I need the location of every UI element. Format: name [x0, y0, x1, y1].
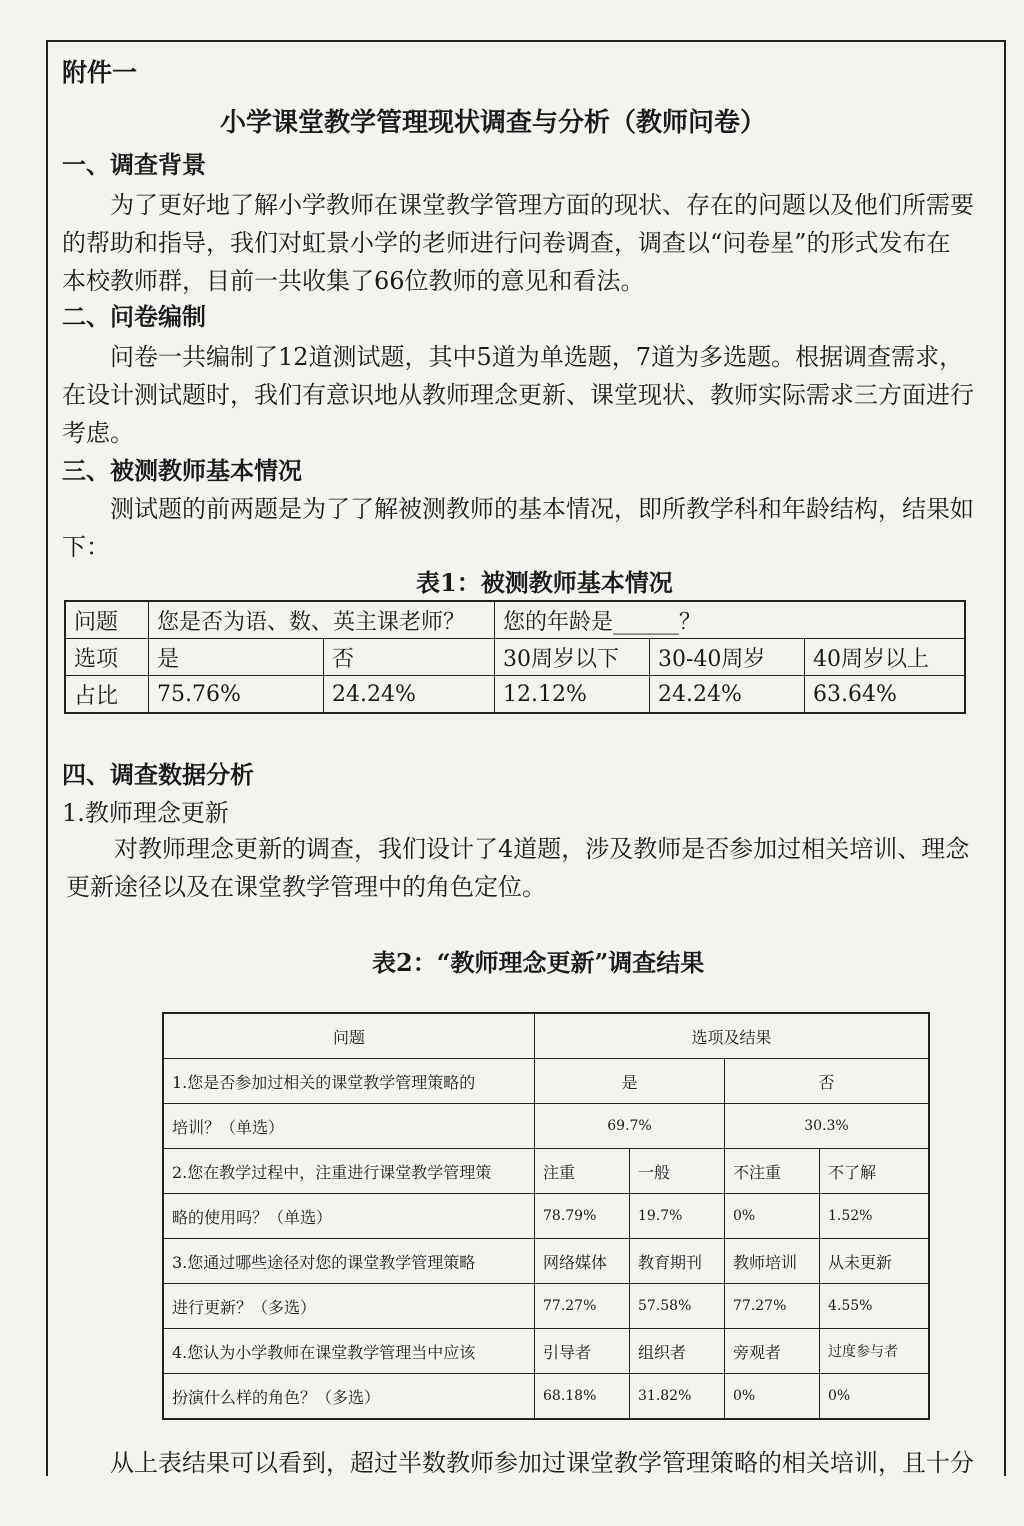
table-row	[163, 1329, 929, 1374]
table-cell: 从未更新	[820, 1239, 930, 1284]
table-cell: 0%	[820, 1374, 930, 1420]
paragraph-line: 对教师理念更新的调查，我们设计了4道题，涉及教师是否参加过相关培训、理念	[114, 835, 970, 863]
table-cell: 教育期刊	[630, 1239, 725, 1284]
paragraph-line: 更新途径以及在课堂教学管理中的角色定位。	[66, 873, 546, 901]
table-cell: 57.58%	[630, 1284, 725, 1329]
table-cell: 否	[324, 639, 495, 676]
table-cell: 扮演什么样的角色？（多选）	[163, 1374, 535, 1420]
table-row	[163, 1104, 929, 1149]
paragraph-line: 从上表结果可以看到，超过半数教师参加过课堂教学管理策略的相关培训，且十分	[110, 1449, 974, 1477]
table-cell: 引导者	[535, 1329, 630, 1374]
section-heading-questionnaire: 二、问卷编制	[62, 302, 206, 331]
table-cell: 68.18%	[535, 1374, 630, 1420]
paragraph-line: 为了更好地了解小学教师在课堂教学管理方面的现状、存在的问题以及他们所需要	[110, 191, 974, 219]
paragraph-line: 本校教师群，目前一共收集了66位教师的意见和看法。	[62, 267, 645, 295]
paragraph-line: 问卷一共编制了12道测试题，其中5道为单选题，7道为多选题。根据调查需求，	[110, 343, 964, 371]
table-row	[163, 1239, 929, 1284]
table-header-cell: 问题	[163, 1013, 535, 1059]
table-cell: 不注重	[725, 1149, 820, 1194]
table-cell: 2.您在教学过程中，注重进行课堂教学管理策	[163, 1149, 535, 1194]
table-cell: 24.24%	[650, 676, 805, 714]
paragraph-line: 在设计测试题时，我们有意识地从教师理念更新、课堂现状、教师实际需求三方面进行	[62, 381, 974, 409]
table-cell: 0%	[725, 1194, 820, 1239]
section-heading-teachers: 三、被测教师基本情况	[62, 456, 302, 485]
table-cell: 0%	[725, 1374, 820, 1420]
table-cell: 是	[149, 639, 324, 676]
table-cell: 组织者	[630, 1329, 725, 1374]
table-cell: 63.64%	[805, 676, 966, 714]
table-row	[163, 1194, 929, 1239]
table-cell: 旁观者	[725, 1329, 820, 1374]
paragraph-line: 考虑。	[62, 419, 134, 447]
table-cell: 占比	[65, 676, 149, 714]
table-cell: 过度参与者	[820, 1329, 930, 1374]
table-row	[65, 601, 965, 639]
table-cell: 75.76%	[149, 676, 324, 714]
table-cell: 选项	[65, 639, 149, 676]
table-cell: 您是否为语、数、英主课老师？	[149, 601, 495, 639]
table-header-cell: 选项及结果	[535, 1013, 930, 1059]
table-cell: 77.27%	[535, 1284, 630, 1329]
table-cell: 培训？（单选）	[163, 1104, 535, 1149]
table-cell: 3.您通过哪些途径对您的课堂教学管理策略	[163, 1239, 535, 1284]
table-cell: 78.79%	[535, 1194, 630, 1239]
table-cell: 一般	[630, 1149, 725, 1194]
table2-caption: 表2：“教师理念更新”调查结果	[372, 948, 705, 977]
subsection-heading: 1.教师理念更新	[62, 799, 229, 827]
table-cell: 是	[535, 1059, 725, 1104]
table-cell: 12.12%	[495, 676, 650, 714]
document-title: 小学课堂教学管理现状调查与分析（教师问卷）	[220, 108, 767, 138]
table-cell: 30-40周岁	[650, 639, 805, 676]
table-cell: 您的年龄是______？	[495, 601, 966, 639]
table-cell: 网络媒体	[535, 1239, 630, 1284]
table-cell: 24.24%	[324, 676, 495, 714]
table-cell: 30.3%	[725, 1104, 930, 1149]
table-cell: 69.7%	[535, 1104, 725, 1149]
table-cell: 注重	[535, 1149, 630, 1194]
table-cell: 19.7%	[630, 1194, 725, 1239]
table-cell: 问题	[65, 601, 149, 639]
table-cell: 教师培训	[725, 1239, 820, 1284]
table1	[64, 600, 966, 714]
table-cell: 30周岁以下	[495, 639, 650, 676]
table-cell: 进行更新？（多选）	[163, 1284, 535, 1329]
table-cell: 略的使用吗？（单选）	[163, 1194, 535, 1239]
paragraph-line: 下：	[62, 533, 110, 561]
table-cell: 40周岁以上	[805, 639, 966, 676]
table-row	[65, 639, 965, 676]
table-cell: 1.52%	[820, 1194, 930, 1239]
table-cell: 4.您认为小学教师在课堂教学管理当中应该	[163, 1329, 535, 1374]
table-cell: 77.27%	[725, 1284, 820, 1329]
table-cell: 否	[725, 1059, 930, 1104]
table1-caption: 表1：被测教师基本情况	[416, 568, 673, 597]
table-row	[163, 1059, 929, 1104]
table-row	[163, 1013, 929, 1059]
table-row	[163, 1284, 929, 1329]
table2	[162, 1012, 930, 1420]
table-cell: 31.82%	[630, 1374, 725, 1420]
table-cell: 不了解	[820, 1149, 930, 1194]
table-row	[65, 676, 965, 714]
section-heading-analysis: 四、调查数据分析	[62, 760, 254, 789]
table-row	[163, 1149, 929, 1194]
table-cell: 1.您是否参加过相关的课堂教学管理策略的	[163, 1059, 535, 1104]
paragraph-line: 测试题的前两题是为了了解被测教师的基本情况，即所教学科和年龄结构，结果如	[110, 495, 974, 523]
section-heading-background: 一、调查背景	[62, 150, 206, 179]
paragraph-line: 的帮助和指导，我们对虹景小学的老师进行问卷调查，调查以“问卷星”的形式发布在	[62, 229, 951, 257]
attachment-label: 附件一	[62, 58, 138, 87]
table-row	[163, 1374, 929, 1420]
table-cell: 4.55%	[820, 1284, 930, 1329]
